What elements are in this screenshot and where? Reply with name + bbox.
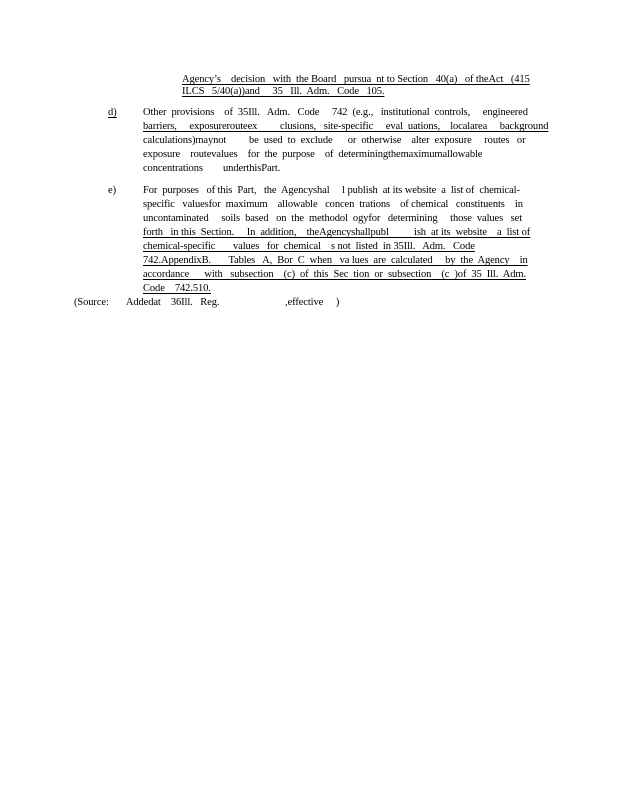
item-e-line-5: chemical-specific values for chemical s not listed in 35Ill. Adm. Code	[143, 241, 475, 252]
item-e-marker: e)	[108, 185, 117, 196]
item-e-line-8: Code 742.510.	[143, 283, 211, 294]
item-e-line-2: specific valuesfor maximum allowable concen trations of chemical constituents in	[143, 199, 523, 210]
item-e-line-7: accordance with subsection (c) of this Sec tion or subsection (c )of 35 Ill. Adm.	[143, 269, 526, 280]
item-e-line-4: forth in this Section. In addition, theAgencyshallpubl ish at its website a list of	[143, 227, 531, 238]
continuation-line-1: Agency’s decision with the Board pursua nt to Section 40(a) of theAct (415	[182, 74, 530, 85]
item-e-line-6: 742.AppendixB. Tables A, Bor C when va lues are calculated by the Agency in	[143, 255, 528, 266]
source-note: (Source: Addedat 36Ill. Reg. ,effective )	[74, 297, 340, 308]
item-e-line-3: uncontaminated soils based on the methodol ogyfor determining those values set	[143, 213, 523, 224]
item-d-line-1: Other provisions of 35Ill. Adm. Code 742 (e.g., institutional controls, engineered	[143, 107, 528, 118]
continuation-line-2: ILCS 5/40(a))and 35 Ill. Adm. Code 105.	[182, 86, 385, 97]
item-d-line-5: concentrations underthisPart.	[143, 163, 281, 174]
item-e-line-1: For purposes of this Part, the Agencyshal l publish at its website a list of chemical-	[143, 185, 520, 196]
item-d-marker: d)	[108, 107, 117, 118]
item-d-line-3: calculations)maynot be used to exclude or otherwise alter exposure routes or	[143, 135, 526, 146]
item-d-line-4: exposure routevalues for the purpose of determiningthemaximumallowable	[143, 149, 483, 160]
item-d-line-2: barriers, exposurerouteex clusions, site-specific eval uations, localarea background	[143, 121, 549, 132]
